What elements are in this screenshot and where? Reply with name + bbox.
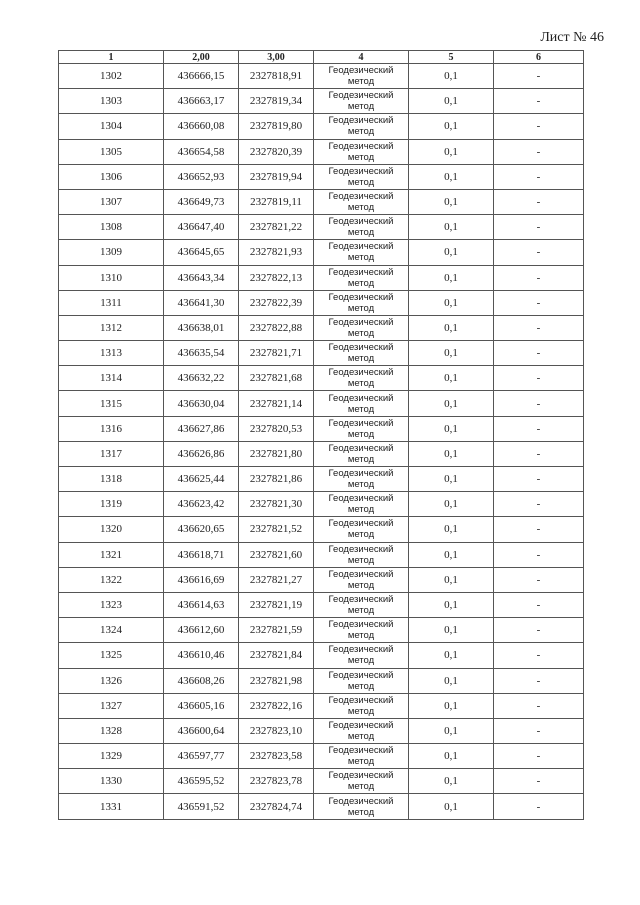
coord-x: 436635,54 bbox=[164, 341, 239, 366]
table-row bbox=[59, 416, 584, 441]
accuracy: 0,1 bbox=[409, 240, 494, 265]
method-line-2: метод bbox=[347, 428, 375, 440]
method-line-2: метод bbox=[347, 327, 375, 339]
accuracy: 0,1 bbox=[409, 366, 494, 391]
coord-x: 436608,26 bbox=[164, 668, 239, 693]
point-number: 1315 bbox=[59, 391, 164, 416]
accuracy: 0,1 bbox=[409, 315, 494, 340]
method-cell bbox=[314, 643, 409, 668]
point-number: 1311 bbox=[59, 290, 164, 315]
method-line-2: метод bbox=[347, 781, 375, 793]
coordinates-table bbox=[58, 50, 584, 820]
note: - bbox=[494, 240, 584, 265]
note: - bbox=[494, 89, 584, 114]
table-row bbox=[59, 290, 584, 315]
point-number: 1320 bbox=[59, 517, 164, 542]
method-line-1: Геодезический bbox=[328, 594, 394, 606]
coord-x: 436654,58 bbox=[164, 139, 239, 164]
method-line-1: Геодезический bbox=[328, 266, 394, 278]
coord-y: 2327821,80 bbox=[239, 441, 314, 466]
method-cell bbox=[314, 164, 409, 189]
method-cell bbox=[314, 618, 409, 643]
method-cell bbox=[314, 794, 409, 819]
method-line-1: Геодезический bbox=[328, 241, 394, 253]
point-number: 1308 bbox=[59, 215, 164, 240]
coord-y: 2327821,68 bbox=[239, 366, 314, 391]
method-line-1: Геодезический bbox=[328, 417, 394, 429]
table-row bbox=[59, 693, 584, 718]
note: - bbox=[494, 794, 584, 819]
table-row bbox=[59, 794, 584, 819]
point-number: 1303 bbox=[59, 89, 164, 114]
point-number: 1310 bbox=[59, 265, 164, 290]
coord-x: 436643,34 bbox=[164, 265, 239, 290]
table-row bbox=[59, 366, 584, 391]
method-cell bbox=[314, 592, 409, 617]
point-number: 1322 bbox=[59, 567, 164, 592]
method-line-1: Геодезический bbox=[328, 342, 394, 354]
method-line-1: Геодезический bbox=[328, 745, 394, 757]
note: - bbox=[494, 341, 584, 366]
method-cell bbox=[314, 467, 409, 492]
method-line-2: метод bbox=[347, 730, 375, 742]
coord-y: 2327820,39 bbox=[239, 139, 314, 164]
header-col-6: 6 bbox=[494, 51, 584, 64]
note: - bbox=[494, 441, 584, 466]
method-line-1: Геодезический bbox=[328, 694, 394, 706]
coord-y: 2327822,16 bbox=[239, 693, 314, 718]
coord-x: 436652,93 bbox=[164, 164, 239, 189]
table-row bbox=[59, 341, 584, 366]
method-line-2: метод bbox=[347, 277, 375, 289]
table-row bbox=[59, 189, 584, 214]
accuracy: 0,1 bbox=[409, 618, 494, 643]
method-line-1: Геодезический bbox=[328, 795, 394, 807]
coord-y: 2327821,30 bbox=[239, 492, 314, 517]
coord-x: 436610,46 bbox=[164, 643, 239, 668]
table-row bbox=[59, 391, 584, 416]
method-line-1: Геодезический bbox=[328, 115, 394, 127]
table-row bbox=[59, 492, 584, 517]
method-line-1: Геодезический bbox=[328, 316, 394, 328]
point-number: 1316 bbox=[59, 416, 164, 441]
table-row bbox=[59, 567, 584, 592]
coord-y: 2327819,11 bbox=[239, 189, 314, 214]
coord-y: 2327821,86 bbox=[239, 467, 314, 492]
point-number: 1318 bbox=[59, 467, 164, 492]
note: - bbox=[494, 290, 584, 315]
point-number: 1317 bbox=[59, 441, 164, 466]
coord-x: 436620,65 bbox=[164, 517, 239, 542]
coord-y: 2327819,94 bbox=[239, 164, 314, 189]
coord-y: 2327821,93 bbox=[239, 240, 314, 265]
note: - bbox=[494, 718, 584, 743]
accuracy: 0,1 bbox=[409, 492, 494, 517]
coord-y: 2327821,84 bbox=[239, 643, 314, 668]
method-line-1: Геодезический bbox=[328, 719, 394, 731]
note: - bbox=[494, 164, 584, 189]
sheet-number: Лист № 46 bbox=[540, 30, 604, 45]
point-number: 1331 bbox=[59, 794, 164, 819]
accuracy: 0,1 bbox=[409, 794, 494, 819]
table-row bbox=[59, 668, 584, 693]
coord-x: 436660,08 bbox=[164, 114, 239, 139]
method-cell bbox=[314, 366, 409, 391]
method-line-2: метод bbox=[347, 126, 375, 138]
accuracy: 0,1 bbox=[409, 114, 494, 139]
point-number: 1305 bbox=[59, 139, 164, 164]
header-col-4: 4 bbox=[314, 51, 409, 64]
coord-x: 436597,77 bbox=[164, 744, 239, 769]
note: - bbox=[494, 215, 584, 240]
method-cell bbox=[314, 290, 409, 315]
method-line-2: метод bbox=[347, 806, 375, 818]
coord-x: 436645,65 bbox=[164, 240, 239, 265]
method-cell bbox=[314, 139, 409, 164]
method-line-1: Геодезический bbox=[328, 543, 394, 555]
table-row bbox=[59, 643, 584, 668]
method-cell bbox=[314, 668, 409, 693]
method-line-2: метод bbox=[347, 176, 375, 188]
accuracy: 0,1 bbox=[409, 416, 494, 441]
point-number: 1319 bbox=[59, 492, 164, 517]
table-header-row bbox=[59, 51, 584, 64]
point-number: 1330 bbox=[59, 769, 164, 794]
method-line-1: Геодезический bbox=[328, 669, 394, 681]
table-row bbox=[59, 467, 584, 492]
coord-x: 436666,15 bbox=[164, 64, 239, 89]
method-cell bbox=[314, 769, 409, 794]
accuracy: 0,1 bbox=[409, 744, 494, 769]
coord-y: 2327821,98 bbox=[239, 668, 314, 693]
note: - bbox=[494, 139, 584, 164]
table-row bbox=[59, 215, 584, 240]
table-row bbox=[59, 315, 584, 340]
method-cell bbox=[314, 517, 409, 542]
note: - bbox=[494, 366, 584, 391]
note: - bbox=[494, 769, 584, 794]
note: - bbox=[494, 542, 584, 567]
coord-x: 436625,44 bbox=[164, 467, 239, 492]
point-number: 1312 bbox=[59, 315, 164, 340]
method-line-2: метод bbox=[347, 302, 375, 314]
method-line-2: метод bbox=[347, 630, 375, 642]
method-cell bbox=[314, 64, 409, 89]
table-row bbox=[59, 618, 584, 643]
note: - bbox=[494, 265, 584, 290]
point-number: 1314 bbox=[59, 366, 164, 391]
method-cell bbox=[314, 265, 409, 290]
method-line-2: метод bbox=[347, 76, 375, 88]
method-cell bbox=[314, 189, 409, 214]
accuracy: 0,1 bbox=[409, 341, 494, 366]
coord-y: 2327822,88 bbox=[239, 315, 314, 340]
method-cell bbox=[314, 718, 409, 743]
coord-y: 2327822,39 bbox=[239, 290, 314, 315]
table-row bbox=[59, 114, 584, 139]
method-line-2: метод bbox=[347, 378, 375, 390]
note: - bbox=[494, 416, 584, 441]
table-row bbox=[59, 517, 584, 542]
method-cell bbox=[314, 492, 409, 517]
note: - bbox=[494, 618, 584, 643]
method-line-2: метод bbox=[347, 705, 375, 717]
method-line-2: метод bbox=[347, 479, 375, 491]
table-row bbox=[59, 265, 584, 290]
accuracy: 0,1 bbox=[409, 265, 494, 290]
method-line-1: Геодезический bbox=[328, 644, 394, 656]
coord-x: 436605,16 bbox=[164, 693, 239, 718]
accuracy: 0,1 bbox=[409, 139, 494, 164]
table-row bbox=[59, 592, 584, 617]
method-cell bbox=[314, 441, 409, 466]
coord-y: 2327821,14 bbox=[239, 391, 314, 416]
coord-x: 436618,71 bbox=[164, 542, 239, 567]
method-line-1: Геодезический bbox=[328, 140, 394, 152]
point-number: 1323 bbox=[59, 592, 164, 617]
coord-y: 2327819,80 bbox=[239, 114, 314, 139]
point-number: 1307 bbox=[59, 189, 164, 214]
method-line-1: Геодезический bbox=[328, 493, 394, 505]
method-line-1: Геодезический bbox=[328, 216, 394, 228]
note: - bbox=[494, 643, 584, 668]
method-line-2: метод bbox=[347, 227, 375, 239]
table-row bbox=[59, 164, 584, 189]
header-col-2: 2,00 bbox=[164, 51, 239, 64]
coord-x: 436641,30 bbox=[164, 290, 239, 315]
coord-y: 2327821,71 bbox=[239, 341, 314, 366]
coord-x: 436612,60 bbox=[164, 618, 239, 643]
coord-x: 436626,86 bbox=[164, 441, 239, 466]
method-line-2: метод bbox=[347, 353, 375, 365]
note: - bbox=[494, 391, 584, 416]
coord-y: 2327822,13 bbox=[239, 265, 314, 290]
coord-y: 2327818,91 bbox=[239, 64, 314, 89]
accuracy: 0,1 bbox=[409, 718, 494, 743]
method-line-2: метод bbox=[347, 504, 375, 516]
method-line-1: Геодезический bbox=[328, 367, 394, 379]
point-number: 1325 bbox=[59, 643, 164, 668]
method-line-1: Геодезический bbox=[328, 90, 394, 102]
coord-x: 436614,63 bbox=[164, 592, 239, 617]
coord-y: 2327823,58 bbox=[239, 744, 314, 769]
coord-x: 436623,42 bbox=[164, 492, 239, 517]
coord-x: 436627,86 bbox=[164, 416, 239, 441]
method-cell bbox=[314, 744, 409, 769]
point-number: 1324 bbox=[59, 618, 164, 643]
method-line-2: метод bbox=[347, 403, 375, 415]
note: - bbox=[494, 567, 584, 592]
method-line-1: Геодезический bbox=[328, 65, 394, 77]
point-number: 1328 bbox=[59, 718, 164, 743]
method-cell bbox=[314, 567, 409, 592]
point-number: 1329 bbox=[59, 744, 164, 769]
accuracy: 0,1 bbox=[409, 290, 494, 315]
coord-y: 2327821,59 bbox=[239, 618, 314, 643]
method-line-1: Геодезический bbox=[328, 291, 394, 303]
method-cell bbox=[314, 341, 409, 366]
note: - bbox=[494, 668, 584, 693]
coord-x: 436638,01 bbox=[164, 315, 239, 340]
note: - bbox=[494, 114, 584, 139]
coord-y: 2327824,74 bbox=[239, 794, 314, 819]
method-line-2: метод bbox=[347, 529, 375, 541]
method-line-2: метод bbox=[347, 252, 375, 264]
header-col-3: 3,00 bbox=[239, 51, 314, 64]
point-number: 1326 bbox=[59, 668, 164, 693]
note: - bbox=[494, 189, 584, 214]
header-col-5: 5 bbox=[409, 51, 494, 64]
coord-x: 436649,73 bbox=[164, 189, 239, 214]
method-line-2: метод bbox=[347, 756, 375, 768]
coord-x: 436591,52 bbox=[164, 794, 239, 819]
point-number: 1306 bbox=[59, 164, 164, 189]
point-number: 1321 bbox=[59, 542, 164, 567]
method-line-1: Геодезический bbox=[328, 770, 394, 782]
coord-x: 436600,64 bbox=[164, 718, 239, 743]
method-line-1: Геодезический bbox=[328, 468, 394, 480]
method-cell bbox=[314, 315, 409, 340]
note: - bbox=[494, 517, 584, 542]
method-cell bbox=[314, 215, 409, 240]
table-row bbox=[59, 89, 584, 114]
method-line-1: Геодезический bbox=[328, 191, 394, 203]
coord-y: 2327821,52 bbox=[239, 517, 314, 542]
accuracy: 0,1 bbox=[409, 467, 494, 492]
method-line-2: метод bbox=[347, 554, 375, 566]
coord-y: 2327821,60 bbox=[239, 542, 314, 567]
accuracy: 0,1 bbox=[409, 441, 494, 466]
method-line-1: Геодезический bbox=[328, 518, 394, 530]
table-row bbox=[59, 542, 584, 567]
method-line-2: метод bbox=[347, 655, 375, 667]
accuracy: 0,1 bbox=[409, 693, 494, 718]
note: - bbox=[494, 467, 584, 492]
method-cell bbox=[314, 416, 409, 441]
point-number: 1304 bbox=[59, 114, 164, 139]
coord-x: 436647,40 bbox=[164, 215, 239, 240]
point-number: 1313 bbox=[59, 341, 164, 366]
note: - bbox=[494, 315, 584, 340]
accuracy: 0,1 bbox=[409, 215, 494, 240]
table-row bbox=[59, 139, 584, 164]
note: - bbox=[494, 592, 584, 617]
note: - bbox=[494, 492, 584, 517]
method-cell bbox=[314, 391, 409, 416]
table-row bbox=[59, 441, 584, 466]
coord-x: 436616,69 bbox=[164, 567, 239, 592]
table-row bbox=[59, 64, 584, 89]
coord-x: 436663,17 bbox=[164, 89, 239, 114]
coord-y: 2327821,27 bbox=[239, 567, 314, 592]
table-row bbox=[59, 718, 584, 743]
method-line-2: метод bbox=[347, 151, 375, 163]
accuracy: 0,1 bbox=[409, 89, 494, 114]
point-number: 1302 bbox=[59, 64, 164, 89]
method-cell bbox=[314, 542, 409, 567]
coord-x: 436630,04 bbox=[164, 391, 239, 416]
method-line-2: метод bbox=[347, 101, 375, 113]
coord-x: 436632,22 bbox=[164, 366, 239, 391]
table-body bbox=[59, 64, 584, 820]
accuracy: 0,1 bbox=[409, 567, 494, 592]
coord-y: 2327821,22 bbox=[239, 215, 314, 240]
accuracy: 0,1 bbox=[409, 643, 494, 668]
accuracy: 0,1 bbox=[409, 592, 494, 617]
accuracy: 0,1 bbox=[409, 64, 494, 89]
method-line-1: Геодезический bbox=[328, 619, 394, 631]
accuracy: 0,1 bbox=[409, 668, 494, 693]
table-row bbox=[59, 240, 584, 265]
method-cell bbox=[314, 693, 409, 718]
coord-y: 2327823,78 bbox=[239, 769, 314, 794]
accuracy: 0,1 bbox=[409, 391, 494, 416]
header-col-1: 1 bbox=[59, 51, 164, 64]
method-line-1: Геодезический bbox=[328, 165, 394, 177]
method-cell bbox=[314, 89, 409, 114]
accuracy: 0,1 bbox=[409, 189, 494, 214]
method-line-2: метод bbox=[347, 453, 375, 465]
note: - bbox=[494, 744, 584, 769]
accuracy: 0,1 bbox=[409, 164, 494, 189]
accuracy: 0,1 bbox=[409, 542, 494, 567]
point-number: 1309 bbox=[59, 240, 164, 265]
point-number: 1327 bbox=[59, 693, 164, 718]
method-line-2: метод bbox=[347, 202, 375, 214]
note: - bbox=[494, 693, 584, 718]
method-cell bbox=[314, 240, 409, 265]
table-row bbox=[59, 744, 584, 769]
method-line-2: метод bbox=[347, 579, 375, 591]
accuracy: 0,1 bbox=[409, 769, 494, 794]
method-line-2: метод bbox=[347, 605, 375, 617]
method-line-1: Геодезический bbox=[328, 442, 394, 454]
coord-y: 2327820,53 bbox=[239, 416, 314, 441]
coord-x: 436595,52 bbox=[164, 769, 239, 794]
method-line-1: Геодезический bbox=[328, 568, 394, 580]
table-row bbox=[59, 769, 584, 794]
coord-y: 2327819,34 bbox=[239, 89, 314, 114]
method-line-1: Геодезический bbox=[328, 392, 394, 404]
coord-y: 2327821,19 bbox=[239, 592, 314, 617]
coord-y: 2327823,10 bbox=[239, 718, 314, 743]
method-cell bbox=[314, 114, 409, 139]
method-line-2: метод bbox=[347, 680, 375, 692]
note: - bbox=[494, 64, 584, 89]
accuracy: 0,1 bbox=[409, 517, 494, 542]
